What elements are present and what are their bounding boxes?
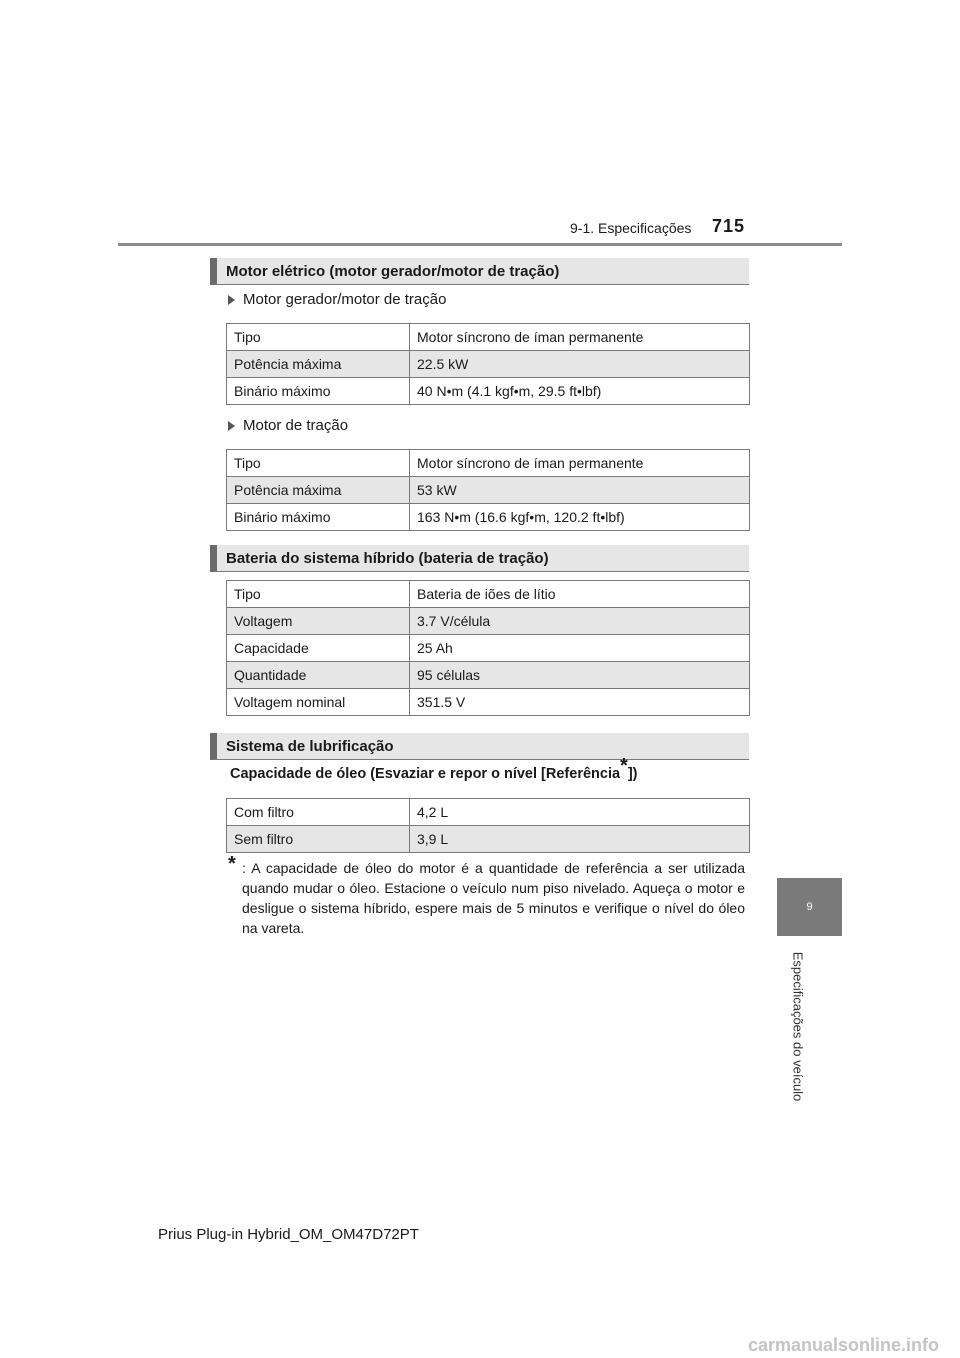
row-key: Tipo <box>227 324 410 351</box>
chapter-label <box>785 940 811 1112</box>
row-value: 351.5 V <box>410 689 750 716</box>
oil-capacity-subheading <box>230 755 638 782</box>
arrow-icon <box>228 421 235 431</box>
row-key: Sem filtro <box>227 826 410 853</box>
arrow-icon <box>228 295 235 305</box>
table-row <box>227 477 750 504</box>
row-value: 3,9 L <box>410 826 750 853</box>
row-key: Voltagem nominal <box>227 689 410 716</box>
row-value: Motor síncrono de íman permanente <box>410 324 750 351</box>
row-key: Capacidade <box>227 635 410 662</box>
table-row <box>227 450 750 477</box>
spec-table-oil-capacity <box>226 798 750 853</box>
table-row <box>227 826 750 853</box>
subheading-text: Motor de tração <box>243 417 349 434</box>
header-rule <box>118 243 842 246</box>
row-value: 22.5 kW <box>410 351 750 378</box>
row-key: Voltagem <box>227 608 410 635</box>
footer-document-id: Prius Plug-in Hybrid_OM_OM47D72PT <box>158 1226 419 1243</box>
spec-table-battery <box>226 580 750 716</box>
row-value: 3.7 V/célula <box>410 608 750 635</box>
row-value: 25 Ah <box>410 635 750 662</box>
section-heading-battery: Bateria do sistema híbrido (bateria de tração) <box>210 545 749 572</box>
row-value: 4,2 L <box>410 799 750 826</box>
table-row <box>227 581 750 608</box>
footnote <box>228 853 745 938</box>
row-value: 53 kW <box>410 477 750 504</box>
row-value: Motor síncrono de íman permanente <box>410 450 750 477</box>
header-section-title: 9-1. Especificações <box>570 220 692 236</box>
subheading-text: Motor gerador/motor de tração <box>243 291 447 308</box>
footnote-star: * <box>228 853 236 875</box>
section-heading-lubrication: Sistema de lubrificação <box>210 733 749 760</box>
footnote-text: : A capacidade de óleo do motor é a quantidade de referência a ser utilizada quando mudar o óleo. Estacione o veículo num piso nivelado. Aqueça o motor e desligue o sistema híbrido, espere mais de 5 minutos e verifique o nível do óleo na vareta. <box>242 860 745 936</box>
section-heading-motor: Motor elétrico (motor gerador/motor de tração) <box>210 258 749 285</box>
row-key: Quantidade <box>227 662 410 689</box>
row-key: Com filtro <box>227 799 410 826</box>
watermark: carmanualsonline.info <box>748 1335 940 1355</box>
table-row <box>227 635 750 662</box>
table-row <box>227 689 750 716</box>
row-key: Potência máxima <box>227 477 410 504</box>
table-row <box>227 799 750 826</box>
row-value: 40 N•m (4.1 kgf•m, 29.5 ft•lbf) <box>410 378 750 405</box>
oil-capacity-subheading-text: Capacidade de óleo (Esvaziar e repor o nível [Referência <box>230 766 621 782</box>
table-row <box>227 662 750 689</box>
row-key: Binário máximo <box>227 504 410 531</box>
row-value: 95 células <box>410 662 750 689</box>
chapter-tab: 9 <box>777 878 842 936</box>
row-key: Potência máxima <box>227 351 410 378</box>
row-key: Tipo <box>227 581 410 608</box>
oil-capacity-subheading-end: ]) <box>627 766 638 782</box>
chapter-label-text: Especificações do veículo <box>790 951 806 1101</box>
table-row <box>227 378 750 405</box>
spec-table-generator-motor <box>226 323 750 405</box>
row-value: 163 N•m (16.6 kgf•m, 120.2 ft•lbf) <box>410 504 750 531</box>
table-row <box>227 504 750 531</box>
footnote-mark: * <box>620 755 628 778</box>
table-row <box>227 608 750 635</box>
table-row <box>227 351 750 378</box>
row-key: Binário máximo <box>227 378 410 405</box>
row-key: Tipo <box>227 450 410 477</box>
row-value: Bateria de iões de lítio <box>410 581 750 608</box>
table-row <box>227 324 750 351</box>
page-number: 715 <box>712 216 746 236</box>
spec-table-traction-motor <box>226 449 750 531</box>
subheading-generator-motor <box>228 291 446 308</box>
subheading-traction-motor <box>228 417 348 434</box>
